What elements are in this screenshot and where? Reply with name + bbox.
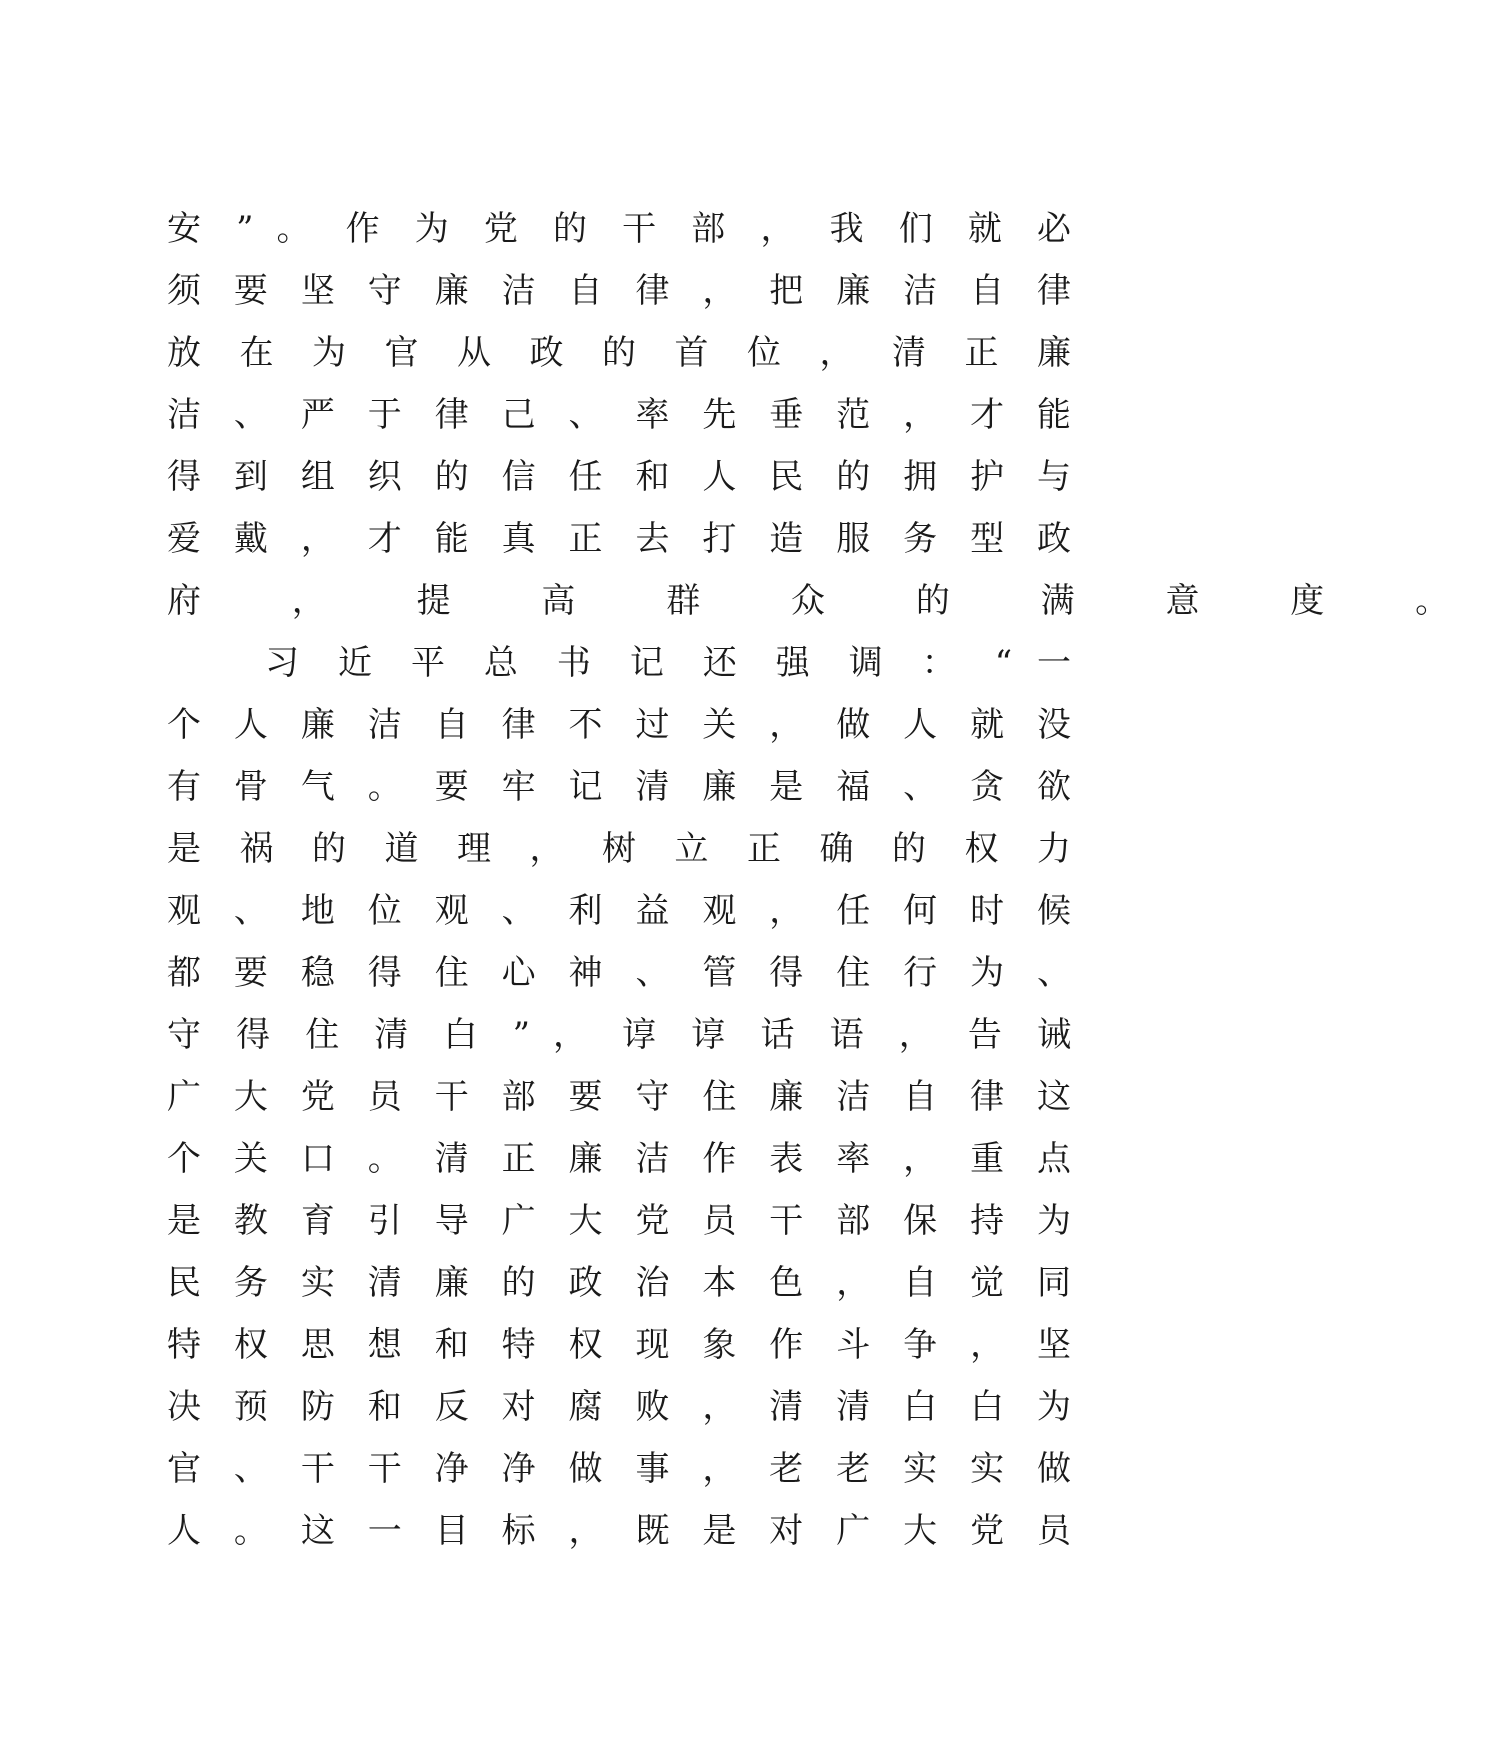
text-line-7: 府 ， 提 高 群 众 的 满 意 度 。 bbox=[167, 581, 1489, 621]
text-line-9: 个 人 廉 洁 自 律 不 过 关 ， 做 人 就 没 bbox=[167, 705, 1071, 745]
text-line-11: 是 祸 的 道 理 ， 树 立 正 确 的 权 力 bbox=[167, 829, 1071, 869]
text-line-22: 人 。 这 一 目 标 ， 既 是 对 广 大 党 员 bbox=[167, 1511, 1071, 1551]
text-line-8: 习 近 平 总 书 记 还 强 调 ： “ 一 bbox=[265, 643, 1071, 683]
text-line-6: 爱 戴 ， 才 能 真 正 去 打 造 服 务 型 政 bbox=[167, 519, 1071, 559]
text-line-16: 个 关 口 。 清 正 廉 洁 作 表 率 ， 重 点 bbox=[167, 1139, 1071, 1179]
text-line-21: 官 、 干 干 净 净 做 事 ， 老 老 实 实 做 bbox=[167, 1449, 1071, 1489]
text-line-2: 须 要 坚 守 廉 洁 自 律 ， 把 廉 洁 自 律 bbox=[167, 271, 1071, 311]
text-line-15: 广 大 党 员 干 部 要 守 住 廉 洁 自 律 这 bbox=[167, 1077, 1071, 1117]
text-line-20: 决 预 防 和 反 对 腐 败 ， 清 清 白 白 为 bbox=[167, 1387, 1071, 1427]
text-line-18: 民 务 实 清 廉 的 政 治 本 色 ， 自 觉 同 bbox=[167, 1263, 1071, 1303]
text-line-17: 是 教 育 引 导 广 大 党 员 干 部 保 持 为 bbox=[167, 1201, 1071, 1241]
text-line-5: 得 到 组 织 的 信 任 和 人 民 的 拥 护 与 bbox=[167, 457, 1071, 497]
text-line-13: 都 要 稳 得 住 心 神 、 管 得 住 行 为 、 bbox=[167, 953, 1071, 993]
text-line-4: 洁 、 严 于 律 己 、 率 先 垂 范 ， 才 能 bbox=[167, 395, 1071, 435]
text-line-1: 安 ” 。 作 为 党 的 干 部 ， 我 们 就 必 bbox=[167, 209, 1071, 249]
text-line-12: 观 、 地 位 观 、 利 益 观 ， 任 何 时 候 bbox=[167, 891, 1071, 931]
text-line-3: 放 在 为 官 从 政 的 首 位 ， 清 正 廉 bbox=[167, 333, 1071, 373]
body-text bbox=[167, 198, 1489, 1562]
text-line-10: 有 骨 气 。 要 牢 记 清 廉 是 福 、 贪 欲 bbox=[167, 767, 1071, 807]
text-line-19: 特 权 思 想 和 特 权 现 象 作 斗 争 ， 坚 bbox=[167, 1325, 1071, 1365]
text-line-14: 守 得 住 清 白 ” ， 谆 谆 话 语 ， 告 诫 bbox=[167, 1015, 1071, 1055]
